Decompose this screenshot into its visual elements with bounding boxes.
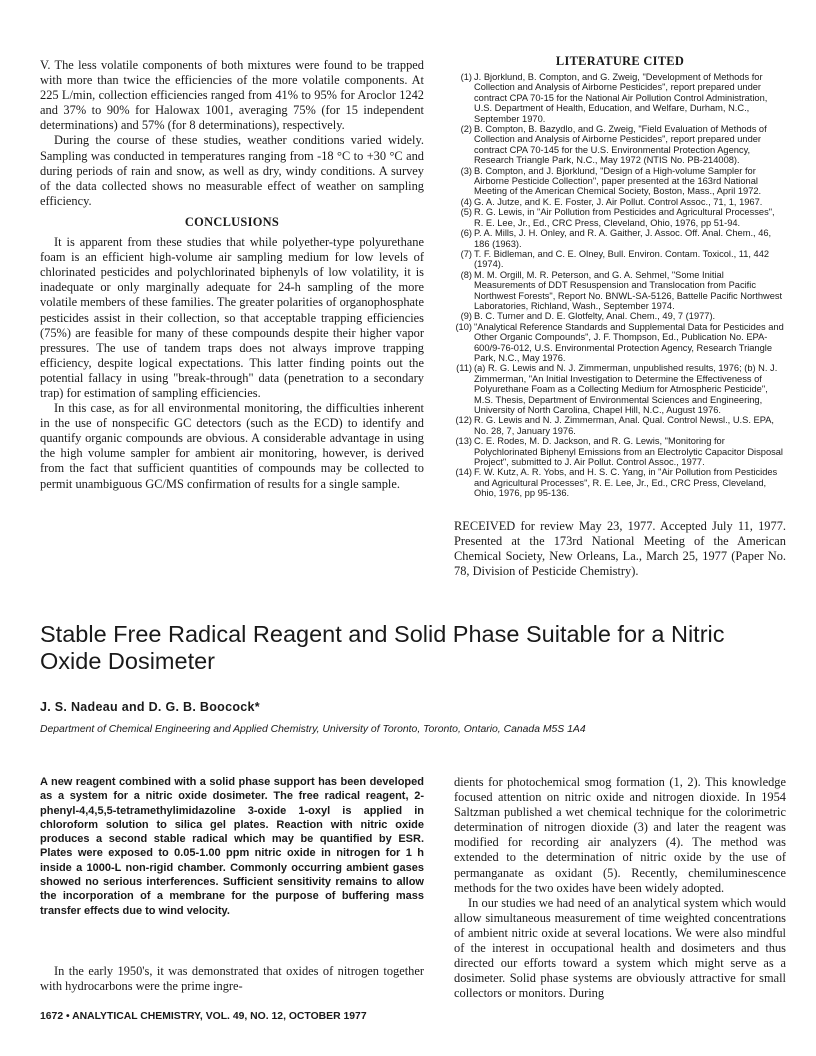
intro-right-column: [454, 775, 786, 1001]
reference-number: (8): [460, 269, 472, 280]
reference-text: J. Bjorklund, B. Compton, and G. Zweig, "Development of Methods for Collection and Analysis of Airborne Pesticides", report prepared under contract CPA 70-15 for the National Air Pollution Control Administration, U.S. Department of Health, Education, and Welfare, Durham, N.C., September 1970.: [474, 72, 768, 124]
reference-item: [454, 197, 786, 207]
reference-text: "Analytical Reference Standards and Supplemental Data for Pesticides and Other Organic Compounds", J. F. Thompson, Ed., Publication No. EPA-600/9-76-012, U.S. Environmental Protection Agency, Research Triangle Park, N.C., May 1976.: [474, 321, 784, 363]
intro-paragraph: dients for photochemical smog formation (1, 2). This knowledge focused attention on nitric oxide and nitrogen dioxide. In 1954 Saltzman published a wet chemical technique for the colorimetric determination of nitrogen dioxide (3) and later the reagent was modified for recording air analyzers (4). The method was extended to the determination of nitric oxide by the use of permanganate as oxidant (5). Recently, chemiluminescence methods for the two oxides have been widely adopted.: [454, 775, 786, 895]
conclusions-heading: CONCLUSIONS: [184, 214, 280, 229]
reference-item: [454, 166, 786, 197]
reference-text: C. E. Rodes, M. D. Jackson, and R. G. Lewis, "Monitoring for Polychlorinated Biphenyl Emissions from an Electrolytic Capacitor Disposal Project", submitted to J. Air Pollut. Control Assoc., 1977.: [474, 436, 783, 468]
reference-text: T. F. Bidleman, and C. E. Olney, Bull. Environ. Contam. Toxicol., 11, 442 (1974).: [474, 248, 770, 270]
reference-item: [454, 322, 786, 364]
reference-item: [454, 415, 786, 436]
reference-text: B. Compton, B. Bazydlo, and G. Zweig, "Field Evaluation of Methods of Collection and Analysis of Airborne Pesticides", report prepared under contract CPA 70-145 for the U.S. Environmental Protection Agency, Research Triangle Park, N.C., May 1972 (NTIS No. PB-214008).: [474, 124, 767, 166]
previous-article-left-column: [40, 58, 424, 492]
reference-number: (2): [460, 124, 472, 135]
reference-item: [454, 436, 786, 467]
reference-number: (5): [460, 207, 472, 218]
reference-number: (3): [460, 165, 472, 176]
reference-item: [454, 124, 786, 166]
intro-paragraph: In the early 1950's, it was demonstrated that oxides of nitrogen together with hydrocarbons were the prime ingre-: [40, 964, 424, 994]
reference-number: (12): [455, 415, 472, 426]
reference-item: [454, 467, 786, 498]
reference-text: P. A. Mills, J. H. Onley, and R. A. Gaither, J. Assoc. Off. Anal. Chem., 46, 186 (1963).: [474, 228, 772, 249]
reference-number: (9): [460, 311, 472, 322]
reference-number: (6): [460, 228, 472, 239]
article-title: Stable Free Radical Reagent and Solid Phase Suitable for a Nitric Oxide Dosimeter: [40, 621, 725, 674]
reference-item: [454, 249, 786, 270]
reference-item: [454, 207, 786, 228]
article-authors: J. S. Nadeau and D. G. B. Boocock*: [40, 700, 260, 714]
reference-number: (11): [456, 363, 472, 374]
reference-text: F. W. Kutz, A. R. Yobs, and H. S. C. Yang, in "Air Pollution from Pesticides and Agricultural Processes", R. E. Lee, Jr., Ed., CRC Press, Cleveland, Ohio, 1976, pp 95-136.: [474, 467, 778, 499]
reference-text: R. G. Lewis and N. J. Zimmerman, Anal. Qual. Control Newsl., U.S. EPA, No. 28, 7, January 1976.: [474, 415, 775, 436]
reference-text: G. A. Jutze, and K. E. Foster, J. Air Pollut. Control Assoc., 71, 1, 1967.: [474, 196, 763, 207]
intro-paragraph: In our studies we had need of an analytical system which would allow simultaneous measurement of time weighted concentrations of ambient nitric oxide at several locations. We were also mindful of the interest in occupational health and dosimeters and thus directed our efforts toward a system which might serve as a dosimeter. Solid phase systems are obviously attractive for small collectors or monitors. During: [454, 895, 786, 1001]
reference-item: [454, 228, 786, 249]
author-affiliation: Department of Chemical Engineering and Applied Chemistry, University of Toronto, Toronto, Ontario, Canada M5S 1A4: [40, 724, 586, 735]
reference-number: (14): [455, 467, 472, 478]
reference-text: (a) R. G. Lewis and N. J. Zimmerman, unpublished results, 1976; (b) N. J. Zimmerman, "An Initial Investigation to Determine the Effectiveness of Polyurethane Foam as a Collecting Medium for Atmospheric Pesticide", M.S. Thesis, Department of Environmental Sciences and Engineering, University of North Carolina, Chapel Hill, N.C., August 1976.: [474, 363, 778, 415]
reference-text: M. M. Orgill, M. R. Peterson, and G. A. Sehmel, "Some Initial Measurements of DDT Resuspension and Translocation from Pacific Northwest Forests", Report No. BNWL-SA-5126, Battelle Pacific Northwest Laboratories, Richland, Wash., September 1974.: [474, 269, 783, 311]
reference-text: B. C. Turner and D. E. Glotfelty, Anal. Chem., 49, 7 (1977).: [474, 311, 716, 322]
received-note: RECEIVED for review May 23, 1977. Accepted July 11, 1977. Presented at the 173rd National Meeting of the American Chemical Society, New Orleans, La., March 25, 1977 (Paper No. 78, Division of Pesticide Chemistry).: [454, 518, 786, 578]
reference-item: [454, 311, 786, 321]
previous-article-right-column: [454, 54, 786, 579]
page-footer: 1672 • ANALYTICAL CHEMISTRY, VOL. 49, NO. 12, OCTOBER 1977: [40, 1011, 367, 1022]
reference-number: (10): [455, 321, 472, 332]
article-abstract: A new reagent combined with a solid phase support has been developed as a system for a nitric oxide dosimeter. The free radical reagent, 2-phenyl-4,4,5,5-tetramethylimidazoline 3-oxide 1-oxyl is applied in chloroform solution to silica gel plates. Reaction with nitric oxide produces a second stable radical which may be quantified by ESR. Plates were exposed to 0.05-1.00 ppm nitric oxide in nitrogen for 1 h inside a 1000-L non-rigid chamber. Commonly occurring ambient gases showed no serious interferences. Sufficient sensitivity remains to allow the incorporation of a membrane for the purpose of buffering mass transfer effects due to wind velocity.: [40, 776, 424, 917]
body-paragraph: V. The less volatile components of both mixtures were found to be trapped with more than twice the efficiencies of the more volatile components. At 225 L/min, collection efficiencies ranged from 41% to 95% for Aroclor 1242 and 37% to 90% for Halowax 1001, averaging 75% (for 15 independent determinations) and 57% (for 8 determinations), respectively.: [40, 58, 424, 133]
body-paragraph: In this case, as for all environmental monitoring, the difficulties inherent in the use of nonspecific GC detectors (such as the ECD) to identify and quantify organic compounds are obvious. A considerable advantage in using the high volume sampler for ambient air monitoring, however, is derived from the fact that sufficient quantities of compounds may be collected to permit unambiguous GC/MS confirmation of results for a single sample.: [40, 401, 424, 491]
reference-list: [454, 72, 786, 499]
reference-number: (4): [460, 196, 472, 207]
reference-item: [454, 363, 786, 415]
body-paragraph: During the course of these studies, weather conditions varied widely. Sampling was conducted in temperatures ranging from -18 °C to +30 °C and during periods of rain and snow, as well as dry, windy conditions. A survey of the data collected shows no measurable effect of weather on sampling efficiency.: [40, 133, 424, 208]
reference-number: (7): [460, 248, 472, 259]
literature-cited-heading: LITERATURE CITED: [555, 54, 685, 68]
reference-number: (13): [455, 436, 472, 447]
reference-item: [454, 72, 786, 124]
reference-text: B. Compton, and J. Bjorklund, "Design of a High-volume Sampler for Airborne Pesticide Collection", paper presented at the 163rd National Meeting of the American Chemical Society, Boston, Mass., April 1972.: [474, 165, 762, 197]
reference-number: (1): [460, 72, 472, 82]
reference-item: [454, 270, 786, 312]
body-paragraph: It is apparent from these studies that while polyether-type polyurethane foam is an efficient high-volume air sampling medium for low levels of chlorinated pesticides and polychlorinated biphenyls of low volatility, it is inadequate or only marginally adequate for 24-h sampling of the more volatile members of these families. The greater polarities of organophosphate pesticides assist in their collection, so that acceptable trapping efficiencies (75%) are feasible for many of these compounds despite their higher vapor pressures. The use of tandem traps does not always improve trapping efficiency, despite logical expectations. This latter finding points out the potential fallacy in using "break-through" data (penetration to a secondary trap) for estimation of sampling efficiencies.: [40, 235, 424, 400]
reference-text: R. G. Lewis, in "Air Pollution from Pesticides and Agricultural Processes", R. E. Lee, Jr., Ed., CRC Press, Cleveland, Ohio, 1976, pp 51-94.: [474, 207, 775, 228]
